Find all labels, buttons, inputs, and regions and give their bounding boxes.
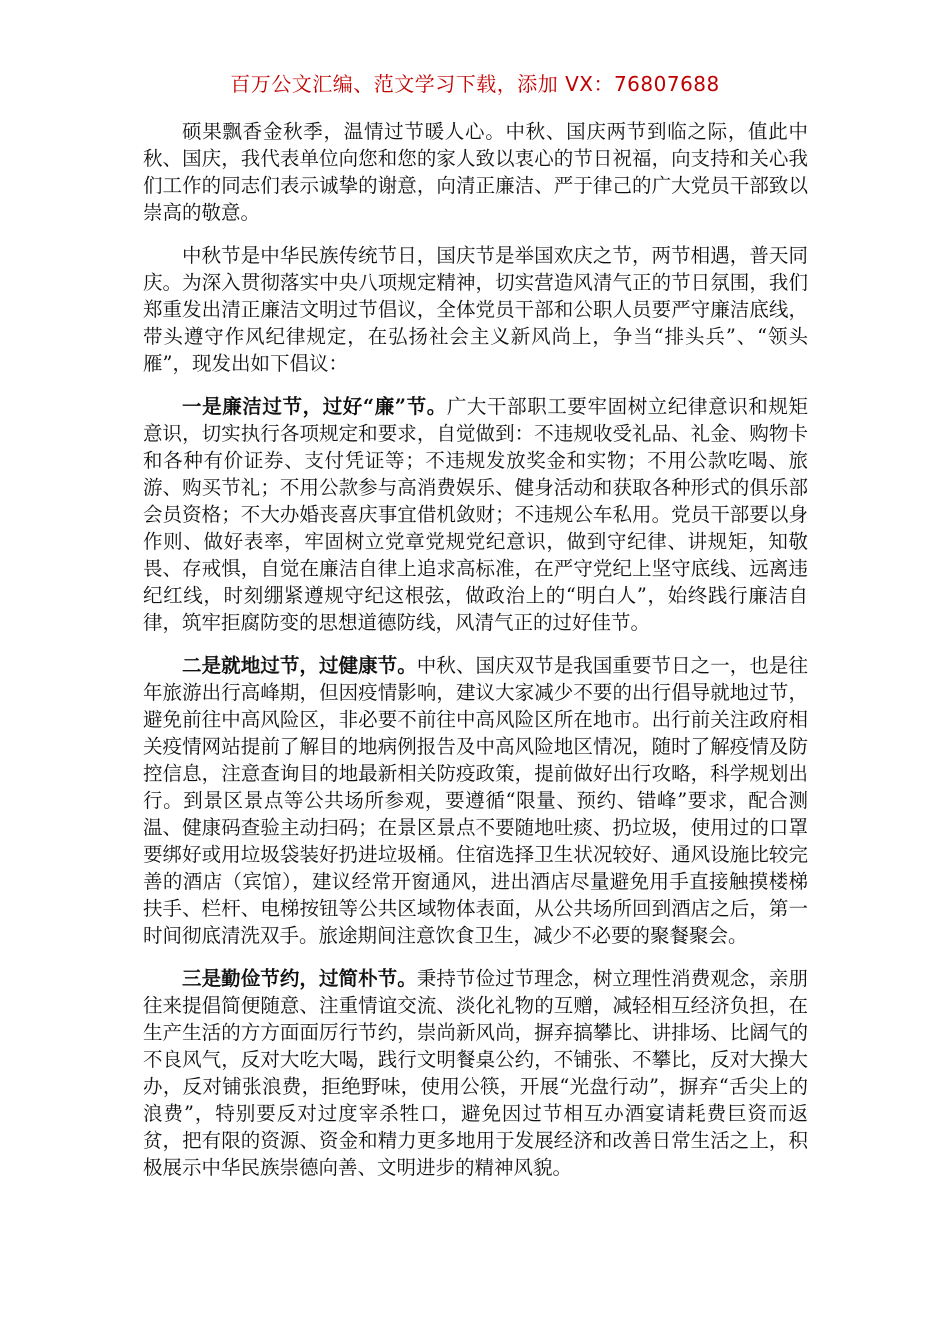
paragraph-point-3 (143, 965, 808, 1181)
paragraph-text: 中秋、国庆双节是我国重要节日之一，也是往年旅游出行高峰期，但因疫情影响，建议大家减少不要的出行倡导就地过节，避免前往中高风险区，非必要不前往中高风险区所在地市。出行前关注政府相关疫情网站提前了解目的地病例报告及中高风险地区情况，随时了解疫情及防控信息，注意查询目的地最新相关防疫政策，提前做好出行攻略，科学规划出行。到景区景点等公共场所参观，要遵循“限量、预约、错峰”要求，配合测温、健康码查验主动扫码；在景区景点不要随地吐痰、扔垃圾，使用过的口罩要绑好或用垃圾袋装好扔进垃圾桶。住宿选择卫生状况较好、通风设施比较完善的酒店（宾馆），建议经常开窗通风，进出酒店尽量避免用手直接触摸楼梯扶手、栏杆、电梯按钮等公共区域物体表面，从公共场所回到酒店之后，第一时间彻底清洗双手。旅途期间注意饮食卫生，减少不必要的聚餐聚会。 (143, 654, 808, 947)
document-body (143, 118, 808, 1197)
paragraph-greeting (143, 118, 808, 226)
paragraph-text: 广大干部职工要牢固树立纪律意识和规矩意识，切实执行各项规定和要求，自觉做到：不违规收受礼品、礼金、购物卡和各种有价证券、支付凭证等；不违规发放奖金和实物；不用公款吃喝、旅游、购买节礼；不用公款参与高消费娱乐、健身活动和获取各种形式的俱乐部会员资格；不大办婚丧喜庆事宜借机敛财；不违规公车私用。党员干部要以身作则、做好表率，牢固树立党章党规党纪意识，做到守纪律、讲规矩，知敬畏、存戒惧，自觉在廉洁自律上追求高标准，在严守党纪上坚守底线、远离违纪红线，时刻绷紧遵规守纪这根弦，做政治上的“明白人”，始终践行廉洁自律，筑牢拒腐防变的思想道德防线，风清气正的过好佳节。 (143, 395, 808, 634)
paragraph-intro (143, 242, 808, 377)
paragraph-point-1 (143, 393, 808, 636)
paragraph-lead: 二是就地过节，过健康节。 (182, 654, 417, 677)
watermark-header: 百万公文汇编、范文学习下载，添加 VX：76807688 (230, 72, 720, 96)
paragraph-point-2 (143, 652, 808, 949)
paragraph-lead: 一是廉洁过节，过好“廉”节。 (182, 395, 447, 418)
paragraph-text: 硕果飘香金秋季，温情过节暖人心。中秋、国庆两节到临之际，值此中秋、国庆，我代表单位向您和您的家人致以衷心的节日祝福，向支持和关心我们工作的同志们表示诚挚的谢意，向清正廉洁、严于律己的广大党员干部致以崇高的敬意。 (143, 120, 808, 224)
paragraph-lead: 三是勤俭节约，过简朴节。 (182, 967, 417, 990)
paragraph-text: 秉持节俭过节理念，树立理性消费观念，亲朋往来提倡简便随意、注重情谊交流、淡化礼物的互赠，减轻相互经济负担，在生产生活的方方面面厉行节约，崇尚新风尚，摒弃搞攀比、讲排场、比阔气的不良风气，反对大吃大喝，践行文明餐桌公约，不铺张、不攀比，反对大操大办，反对铺张浪费，拒绝野味，使用公筷，开展“光盘行动”，摒弃“舌尖上的浪费”，特别要反对过度宰杀牲口，避免因过节相互办酒宴请耗费巨资而返贫，把有限的资源、资金和精力更多地用于发展经济和改善日常生活之上，积极展示中华民族崇德向善、文明进步的精神风貌。 (143, 967, 808, 1179)
paragraph-text: 中秋节是中华民族传统节日，国庆节是举国欢庆之节，两节相遇，普天同庆。为深入贯彻落实中央八项规定精神，切实营造风清气正的节日氛围，我们郑重发出清正廉洁文明过节倡议，全体党员干部和公职人员要严守廉洁底线，带头遵守作风纪律规定，在弘扬社会主义新风尚上，争当“排头兵”、“领头雁”，现发出如下倡议： (143, 244, 808, 375)
